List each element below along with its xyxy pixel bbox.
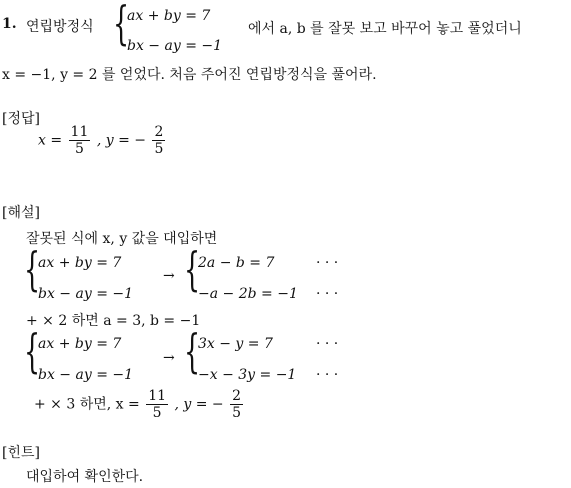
brace-problem: { — [113, 0, 130, 50]
answer-x-den: 5 — [74, 141, 84, 157]
sys1-dots1: · · · — [316, 255, 339, 271]
final-x-fraction — [146, 388, 168, 421]
problem-line2: x = −1, y = 2 를 얻었다. 처음 주어진 연립방정식을 풀어라. — [2, 67, 377, 83]
problem-intro: 연립방정식 — [26, 19, 94, 35]
sys1-r1: 2a − b = 7 — [198, 255, 275, 271]
answer-sep: , y = − — [96, 132, 146, 149]
hint-text: 대입하여 확인한다. — [26, 469, 144, 485]
problem-number: 1. — [2, 16, 17, 32]
sys1-eq2: bx − ay = −1 — [38, 286, 134, 302]
brace-sys2-right: { — [184, 324, 201, 378]
final-sep: , y = − — [174, 396, 224, 413]
answer-line — [38, 124, 167, 157]
sys2-r2: −x − 3y = −1 — [198, 367, 297, 383]
answer-y-fraction — [152, 124, 165, 157]
sys1-r2: −a − 2b = −1 — [198, 286, 298, 302]
final-x-den: 5 — [152, 405, 162, 421]
explanation-line1: 잘못된 식에 x, y 값을 대입하면 — [26, 231, 218, 247]
brace-sys1-right: { — [184, 242, 201, 296]
final-y-den: 5 — [232, 405, 242, 421]
final-y-fraction — [230, 388, 243, 421]
sys2-dots2: · · · — [316, 367, 339, 383]
answer-y-den: 5 — [154, 141, 164, 157]
sys1-dots2: · · · — [316, 286, 339, 302]
sys1-eq1: ax + by = 7 — [38, 255, 122, 271]
problem-after: 에서 a, b 를 잘못 보고 바꾸어 놓고 풀었더니 — [248, 21, 522, 37]
sys1-arrow: → — [163, 268, 175, 284]
final-y-num: 2 — [232, 388, 242, 404]
answer-x-prefix: x = — [38, 132, 63, 149]
answer-heading: [정답] — [2, 111, 40, 127]
sys2-arrow: → — [163, 350, 175, 366]
sys2-eq2: bx − ay = −1 — [38, 367, 134, 383]
problem-eq2: bx − ay = −1 — [127, 38, 223, 54]
hint-heading: [힌트] — [2, 445, 40, 461]
problem-eq1: ax + by = 7 — [127, 8, 211, 24]
answer-y-num: 2 — [154, 124, 164, 140]
explanation-final — [34, 388, 245, 421]
brace-sys1-left: { — [24, 242, 41, 296]
answer-x-fraction — [69, 124, 91, 157]
sys2-r1: 3x − y = 7 — [198, 336, 273, 352]
explanation-line2: + × 2 하면 a = 3, b = −1 — [26, 313, 201, 329]
final-prefix: + × 3 하면, x = — [34, 396, 140, 413]
final-x-num: 11 — [148, 388, 167, 404]
answer-x-num: 11 — [70, 124, 89, 140]
sys2-eq1: ax + by = 7 — [38, 336, 122, 352]
explanation-heading: [해설] — [2, 205, 40, 221]
sys2-dots1: · · · — [316, 336, 339, 352]
brace-sys2-left: { — [24, 324, 41, 378]
